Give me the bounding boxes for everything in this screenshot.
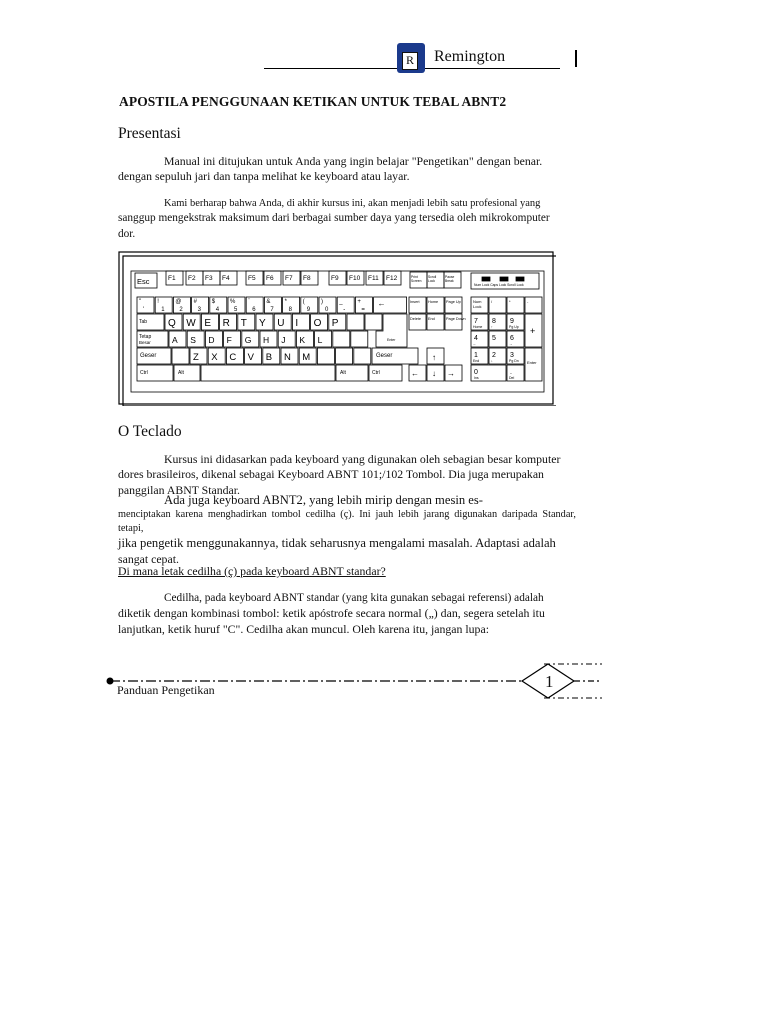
key-label: ↑	[432, 353, 436, 362]
key-label: H	[263, 335, 270, 345]
key-label: $	[211, 299, 216, 305]
logo-letter: R	[402, 52, 418, 70]
key-label: 4	[215, 307, 220, 313]
key-label: F8	[303, 275, 311, 282]
key-label: Insert	[410, 300, 420, 304]
key-label: Esc	[137, 277, 150, 286]
key-label: *	[509, 299, 511, 304]
paragraph-line: Ada juga keyboard ABNT2, yang lebih mirip dengan mesin es-	[164, 493, 483, 507]
key-label: X	[211, 352, 218, 363]
key-label: Q	[168, 318, 176, 329]
key-label: F9	[331, 275, 339, 282]
key-label: Scroll	[428, 275, 437, 279]
paragraph-line: menciptakan karena menghadirkan tombol cedilha (ç). Ini jauh lebih jarang digunakan daripada Standar, tetapi,	[118, 509, 576, 535]
key-label: →	[447, 369, 455, 378]
key-label: ←	[473, 342, 477, 346]
key-label: C	[229, 352, 237, 363]
page-title: APOSTILA PENGGUNAAN KETIKAN UNTUK TEBAL ABNT2	[119, 94, 507, 109]
key-label: )	[321, 299, 323, 305]
key-label: R	[222, 318, 230, 329]
paragraph-line: lanjutkan, ketik huruf "C". Cedilha akan muncul. Oleh karena itu, jangan lupa:	[118, 621, 489, 636]
key-label: I	[295, 318, 299, 329]
key-label: 9	[510, 318, 514, 325]
key-label: Pg Up	[509, 325, 519, 329]
section-heading-presentasi: Presentasi	[118, 125, 181, 142]
key-label: S	[190, 335, 196, 345]
key-label: ↓	[491, 359, 493, 363]
key-label: 0	[325, 307, 329, 313]
key-label: Ctrl	[140, 370, 148, 376]
key-label: 8	[492, 318, 496, 325]
key-label: F3	[205, 275, 213, 282]
paragraph-intro	[118, 154, 576, 185]
key-label: Pause	[445, 275, 455, 279]
key-label: Enter	[527, 360, 537, 365]
key-label: P	[331, 318, 339, 329]
footer-label: Panduan Pengetikan	[117, 683, 215, 697]
key-label: 7	[270, 307, 274, 313]
paragraph-line: panggilan ABNT Standar.	[118, 482, 241, 497]
key-label: (	[302, 299, 305, 305]
key-label: F12	[386, 275, 398, 282]
question-heading: Di mana letak cedilha (ç) pada keyboard ABNT standar?	[118, 564, 386, 578]
section-heading-teclado: O Teclado	[118, 423, 182, 440]
key-label: →	[509, 342, 513, 346]
key-label: Num	[473, 299, 482, 304]
key-label: '	[143, 307, 145, 313]
paragraph-keyboard	[118, 452, 576, 498]
key-label: 6	[252, 307, 256, 313]
key-label: Ctrl	[372, 370, 380, 376]
key-label: ↓	[432, 369, 436, 378]
key-label: 4	[474, 335, 478, 342]
paragraph-line: Manual ini ditujukan untuk Anda yang ingin belajar "Pengetikan" dengan benar.	[164, 154, 543, 168]
key-label: Tab	[139, 319, 148, 325]
key-label: #	[193, 299, 197, 305]
paragraph-line: dor.	[118, 227, 136, 240]
key-label: F1	[168, 275, 176, 282]
key-label: 5	[492, 335, 496, 342]
key-label: 9	[306, 307, 311, 313]
key-label: =	[361, 307, 365, 313]
key-label: F5	[248, 275, 256, 282]
key-label: Page Down	[446, 317, 466, 321]
key-label: Print	[411, 275, 418, 279]
key-label: F4	[222, 275, 230, 282]
brand-name: Remington	[434, 48, 506, 65]
key-label: E	[204, 318, 212, 329]
key-label: Delete	[410, 317, 421, 321]
key-label: 7	[474, 318, 478, 325]
indicator-light	[516, 277, 524, 281]
key-label: 1	[161, 307, 165, 313]
key-label: 6	[510, 335, 514, 342]
key-label: Ins	[474, 376, 479, 380]
key-label: !	[157, 299, 159, 305]
key-label: 0	[474, 369, 478, 376]
key-label: Del	[509, 376, 515, 380]
key-label: U	[277, 318, 285, 329]
key-label: G	[244, 335, 252, 345]
key-label: O	[313, 318, 322, 329]
key-label: Tetap	[139, 334, 152, 340]
key-label: F2	[188, 275, 196, 282]
header-divider	[575, 50, 577, 67]
key-label: 2	[179, 307, 183, 313]
key-label: /	[491, 299, 493, 304]
key-label: Alt	[340, 370, 346, 376]
key-label: Break	[445, 279, 454, 283]
key-label: Pg Dn	[509, 359, 519, 363]
key-label: Alt	[178, 370, 184, 376]
key-label: .	[510, 369, 512, 376]
key-label: T	[240, 318, 247, 329]
paragraph-line: Kami berharap bahwa Anda, di akhir kursus ini, akan menjadi lebih satu profesional yang	[164, 198, 541, 209]
key-label: F10	[349, 275, 361, 282]
key-label: A	[172, 335, 178, 345]
key-label: M	[302, 352, 311, 363]
paragraph-line: sanggup mengekstrak maksimum dari berbagai sumber daya yang tersedia oleh mikrokomputer	[118, 212, 550, 225]
paragraph-cedilha	[118, 591, 576, 637]
key-label: +	[357, 299, 361, 305]
paragraph-goal	[118, 196, 576, 242]
key-label: Home	[428, 300, 439, 304]
key-label: @	[175, 299, 182, 305]
paragraph-line: Kursus ini didasarkan pada keyboard yang digunakan oleh sebagian besar komputer	[164, 452, 561, 466]
key-label: ←	[411, 369, 419, 378]
keyboard-illustration	[118, 251, 556, 406]
key-label: Home	[473, 325, 483, 329]
key-label: N	[284, 352, 291, 363]
key-label: Lock	[428, 279, 435, 283]
key-label: ←	[377, 299, 386, 308]
key-label: Lock	[473, 304, 482, 309]
key-label: Screen	[411, 279, 422, 283]
paragraph-line: sangat cepat.	[118, 551, 179, 566]
key-label: 5	[234, 307, 238, 313]
key-label: Geser	[376, 353, 393, 359]
key-label: 1	[474, 352, 478, 359]
key-label: L	[317, 335, 323, 345]
key-label: ¨	[248, 299, 251, 305]
key-label: *	[284, 299, 287, 305]
key-label: "	[139, 299, 142, 305]
key-label: V	[247, 352, 254, 363]
key-label: End	[473, 359, 480, 363]
key-label: D	[208, 335, 215, 345]
key-label: B	[265, 352, 273, 363]
key-label: K	[299, 335, 306, 345]
key-label: Page Up	[446, 300, 461, 304]
paragraph-abnt2	[118, 493, 576, 567]
key-label: F6	[266, 275, 274, 282]
key-label: %	[230, 299, 236, 305]
key-label: Enter	[387, 338, 396, 342]
key-label: -	[343, 307, 346, 313]
key-label: Besar	[139, 340, 151, 345]
key-label: -	[527, 299, 529, 304]
paragraph-line: dengan sepuluh jari dan tanpa melihat ke keyboard atau layar.	[118, 169, 410, 184]
key-label: Geser	[140, 353, 157, 359]
indicator-light	[482, 277, 490, 281]
key-label: +	[530, 326, 536, 336]
page-number: 1	[545, 672, 554, 691]
key-label: End	[428, 317, 435, 321]
key-label: &	[266, 299, 271, 305]
key-label: J	[281, 335, 286, 345]
key-label: F	[226, 335, 232, 345]
indicator-light	[500, 277, 508, 281]
key-label: F7	[285, 275, 293, 282]
paragraph-line: jika pengetik menggunakannya, tidak seharusnya mengalami masalah. Adaptasi adalah	[118, 536, 556, 551]
key-label: 3	[510, 352, 514, 359]
key-label: 2	[492, 352, 496, 359]
key-label: F11	[368, 275, 379, 282]
paragraph-line: dores brasileiros, dikenal sebagai Keyboard ABNT 101;/102 Tombol. Dia juga merupakan	[118, 467, 544, 482]
key-label: Y	[259, 318, 266, 329]
key-label: 3	[197, 307, 201, 313]
key-label: Z	[193, 352, 199, 363]
paragraph-line: diketik dengan kombinasi tombol: ketik apóstrofe secara normal („) dan, segera setelah itu	[118, 606, 545, 621]
indicator-labels: Num Lock Caps Lock Scroll Lock	[474, 283, 524, 287]
key-label: _	[339, 299, 343, 305]
key-label: ↑	[491, 325, 493, 329]
paragraph-line: Cedilha, pada keyboard ABNT standar (yang kita gunakan sebagai referensi) adalah	[164, 592, 544, 604]
key-label: 8	[288, 307, 292, 313]
key-label: W	[186, 318, 196, 329]
